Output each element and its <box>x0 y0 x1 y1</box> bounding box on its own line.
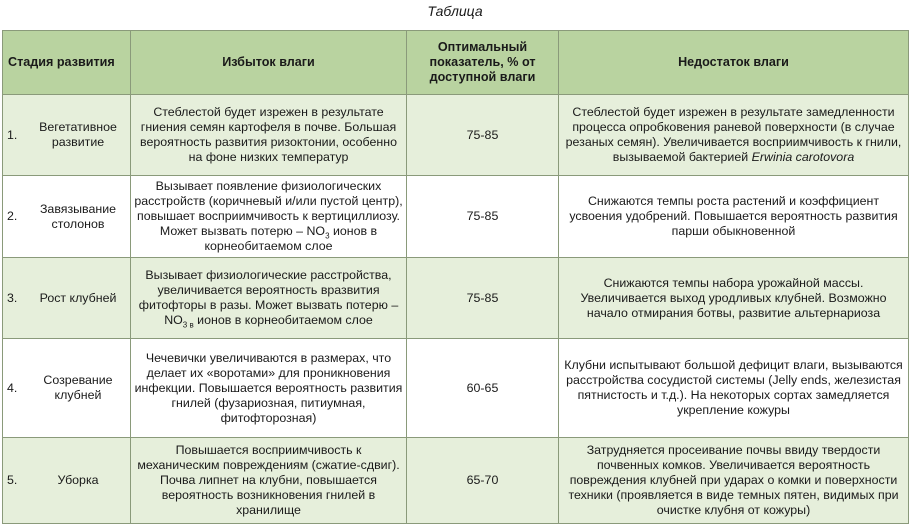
stage-name: Рост клубней <box>39 290 117 305</box>
stage-number: 3. <box>7 290 18 305</box>
table-row <box>3 258 909 339</box>
bacteria-name: Erwinia carotovora <box>751 150 855 164</box>
excess-text: Вызывает появление физиологических расстройств (коричневый и/или пустой центр), повышает восприимчивость к вертициллиозу. Может вызвать потерю – NO <box>134 179 403 238</box>
deficit-cell: Снижаются темпы набора урожайной массы. Увеличивается выход уродливых клубней. Возможно начало отмирания ботвы, развитие альтернариоза <box>559 258 909 339</box>
stage-name: Созревание клубней <box>43 373 113 402</box>
deficit-cell: Клубни испытывают большой дефицит влаги, вызываются расстройства сосудистой системы (Jelly ends, железистая пятнистость и т.д.). На некоторых сортах замедляется укрепление кожуры <box>559 339 909 438</box>
optimal-cell: 75-85 <box>407 176 559 258</box>
stage-number: 2. <box>7 209 18 223</box>
subscript: 3 <box>325 231 330 241</box>
excess-text-end: ионов в корнеобитаемом слое <box>204 224 378 253</box>
table-header-row <box>3 31 909 95</box>
stage-number: 5. <box>7 473 18 487</box>
header-deficit: Недостаток влаги <box>559 31 909 95</box>
stage-name: Уборка <box>57 473 99 487</box>
stage-name: Вегетативное развитие <box>39 120 117 149</box>
excess-cell <box>131 258 407 339</box>
optimal-cell: 75-85 <box>407 258 559 339</box>
stage-cell <box>3 438 131 524</box>
table-row <box>3 176 909 258</box>
deficit-cell <box>559 95 909 176</box>
excess-cell <box>131 176 407 258</box>
table-row <box>3 95 909 176</box>
deficit-text: Стеблестой будет изрежен в результате замедленности процесса опробковения раневой поверхности (в случае резаных семян). Увеличивается восприимчивость к гнили, вызываемой бактерией <box>565 105 902 164</box>
stage-number: 1. <box>7 127 18 142</box>
excess-text-end: ионов в корнеобитаемом слое <box>193 313 373 327</box>
header-excess: Избыток влаги <box>131 31 407 95</box>
optimal-cell: 65-70 <box>407 438 559 524</box>
moisture-table <box>2 30 909 524</box>
stage-cell <box>3 95 131 176</box>
stage-cell <box>3 339 131 438</box>
excess-cell: Стеблестой будет изрежен в результате гниения семян картофеля в почве. Большая вероятность развития ризоктонии, особенно на фоне низких температур <box>131 95 407 176</box>
header-stage: Стадия развития <box>3 31 131 95</box>
stage-cell <box>3 176 131 258</box>
table-row <box>3 438 909 524</box>
excess-text: Вызывает физиологические расстройства, увеличивается вероятность вразвития фитофторы в разы. Может вызвать потерю –NO <box>138 268 399 327</box>
optimal-cell: 75-85 <box>407 95 559 176</box>
optimal-cell: 60-65 <box>407 339 559 438</box>
table-row <box>3 339 909 438</box>
deficit-cell: Снижаются темпы роста растений и коэффициент усвоения удобрений. Повышается вероятность развития парши обыкновенной <box>559 176 909 258</box>
header-optimal: Оптимальный показатель, % от доступной влаги <box>407 31 559 95</box>
stage-name: Завязывание столонов <box>39 201 117 231</box>
stage-cell <box>3 258 131 339</box>
stage-number: 4. <box>7 380 18 395</box>
subscript: 3 в <box>182 320 194 330</box>
deficit-cell: Затрудняется просеивание почвы ввиду твердости почвенных комков. Увеличивается вероятность повреждения клубней при ударах о комки и поверхности техники (проявляется в виде темных пятен, видимых при очистке клубня от кожуры) <box>559 438 909 524</box>
excess-cell: Чечевички увеличиваются в размерах, что делает их «воротами» для проникновения инфекции. Повышается вероятность развития гнилей (фузариозная, питиумная, фитофторозная) <box>131 339 407 438</box>
table-caption: Таблица <box>427 3 483 19</box>
excess-cell: Повышается восприимчивость к механическим повреждениям (сжатие-сдвиг). Почва липнет на клубни, повышается вероятность возникновения гнилей в хранилище <box>131 438 407 524</box>
